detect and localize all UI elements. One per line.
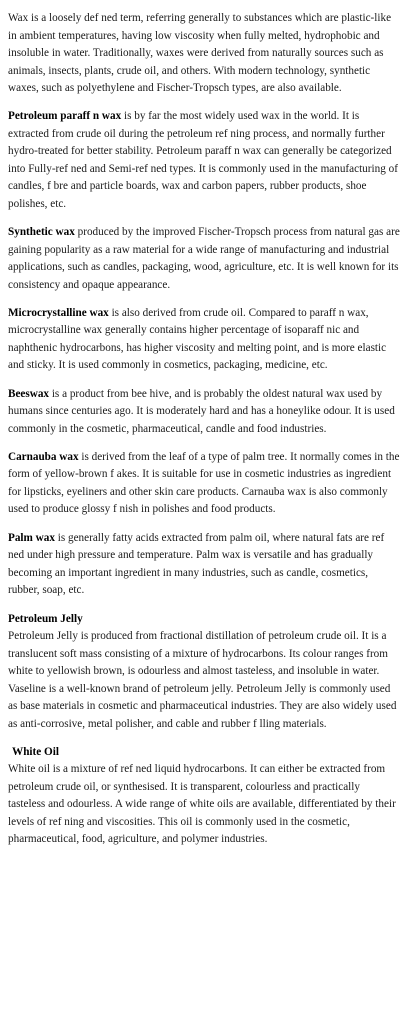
carnauba-wax-text: is derived from the leaf of a type of palm tree. It normally comes in the form of yellow-brown f akes. It is suitable for use in cosmetic industries as ingredient for lipsticks, eyeliners and other skin care products. Carnauba wax is also commonly used to produce glossy f nish in polishes and food products.: [8, 450, 400, 516]
petroleum-jelly-text: Petroleum Jelly is produced from fractional distillation of petroleum crude oil. It is a translucent soft mass consisting of a mixture of hydrocarbons. Its colour ranges from white to yellowish brown, is odourless and almost tasteless, and insoluble in water. Vaseline is a well-known brand of petroleum jelly. Petroleum Jelly is commonly used as base materials in cosmetic and pharmaceutical industries. They are also widely used as anti-corrosive, metal polisher, and cable and rubber f lling materials.: [8, 630, 397, 730]
palm-wax-paragraph: [8, 530, 400, 600]
carnauba-wax-paragraph: [8, 449, 400, 519]
synthetic-wax-text: produced by the improved Fischer-Tropsch process from natural gas are gaining popularity as a raw material for a wide range of manufacturing and industrial applications, such as candles, packaging, wood, agriculture, etc. It is well known for its consistency and opaque appearance.: [8, 226, 400, 291]
microcrystalline-wax-text: is also derived from crude oil. Compared to paraff n wax, microcrystalline wax generally contains higher percentage of isoparaff nic and naphthenic hydrocarbons, has higher viscosity and melting point, and is more elastic and sticky. It is used commonly in cosmetics, packaging, medicine, etc.: [8, 306, 387, 372]
beeswax-text: is a product from bee hive, and is probably the oldest natural wax used by humans since centuries ago. It is moderately hard and has a honeylike odour. It is used commonly in the cosmetic, pharmaceutical, candle and food industries.: [8, 387, 395, 435]
petroleum-jelly-title: Petroleum Jelly: [8, 612, 83, 625]
paraffin-wax-text: is by far the most widely used wax in the world. It is extracted from crude oil during the petroleum ref ning process, and normally further hydro-treated for better stability. Petroleum paraff n wax can generally be categorized into Fully-ref ned and Semi-ref ned types. It is commonly used in the manufacturing of candles, f bre and particle boards, wax and carbon papers, rubber products, shoe polishes, etc.: [8, 110, 398, 210]
microcrystalline-wax-term: Microcrystalline wax: [8, 306, 109, 319]
palm-wax-term: Palm wax: [8, 531, 55, 544]
palm-wax-text: is generally fatty acids extracted from palm oil, where natural fats are ref ned under high pressure and temperature. Palm wax is versatile and has gradually becoming an important ingredient in many industries, such as candle, cosmetics, rubber, soap, etc.: [8, 531, 385, 597]
petroleum-jelly-section: [8, 611, 400, 734]
white-oil-title: White Oil: [12, 745, 59, 758]
synthetic-wax-term: Synthetic wax: [8, 226, 75, 239]
synthetic-wax-paragraph: [8, 224, 400, 294]
intro-paragraph: [8, 10, 400, 98]
beeswax-term: Beeswax: [8, 387, 50, 400]
beeswax-paragraph: [8, 386, 400, 439]
microcrystalline-wax-paragraph: [8, 305, 400, 375]
carnauba-wax-term: Carnauba wax: [8, 450, 79, 463]
intro-text: Wax is a loosely def ned term, referring generally to substances which are plastic-like in ambient temperatures, having low viscosity when fully melted, hydrophobic and insoluble in water. Traditionally, waxes were derived from naturally sources such as animals, insects, plants, crude oil, and others. With modern technology, synthetic waxes, such as polyethylene and Fischer-Tropsch types, are also available.: [8, 12, 392, 94]
white-oil-section: [8, 744, 400, 849]
paraffin-wax-paragraph: [8, 108, 400, 213]
white-oil-text: White oil is a mixture of ref ned liquid hydrocarbons. It can either be extracted from petroleum crude oil, or synthesised. It is transparent, colourless and practically tasteless and odourless. A wide range of white oils are available, differentiated by their levels of ref ning and viscosities. This oil is commonly used in the cosmetic, pharmaceutical, food, agriculture, and polymer industries.: [8, 763, 396, 846]
paraffin-wax-term: Petroleum paraff n wax: [8, 110, 122, 123]
